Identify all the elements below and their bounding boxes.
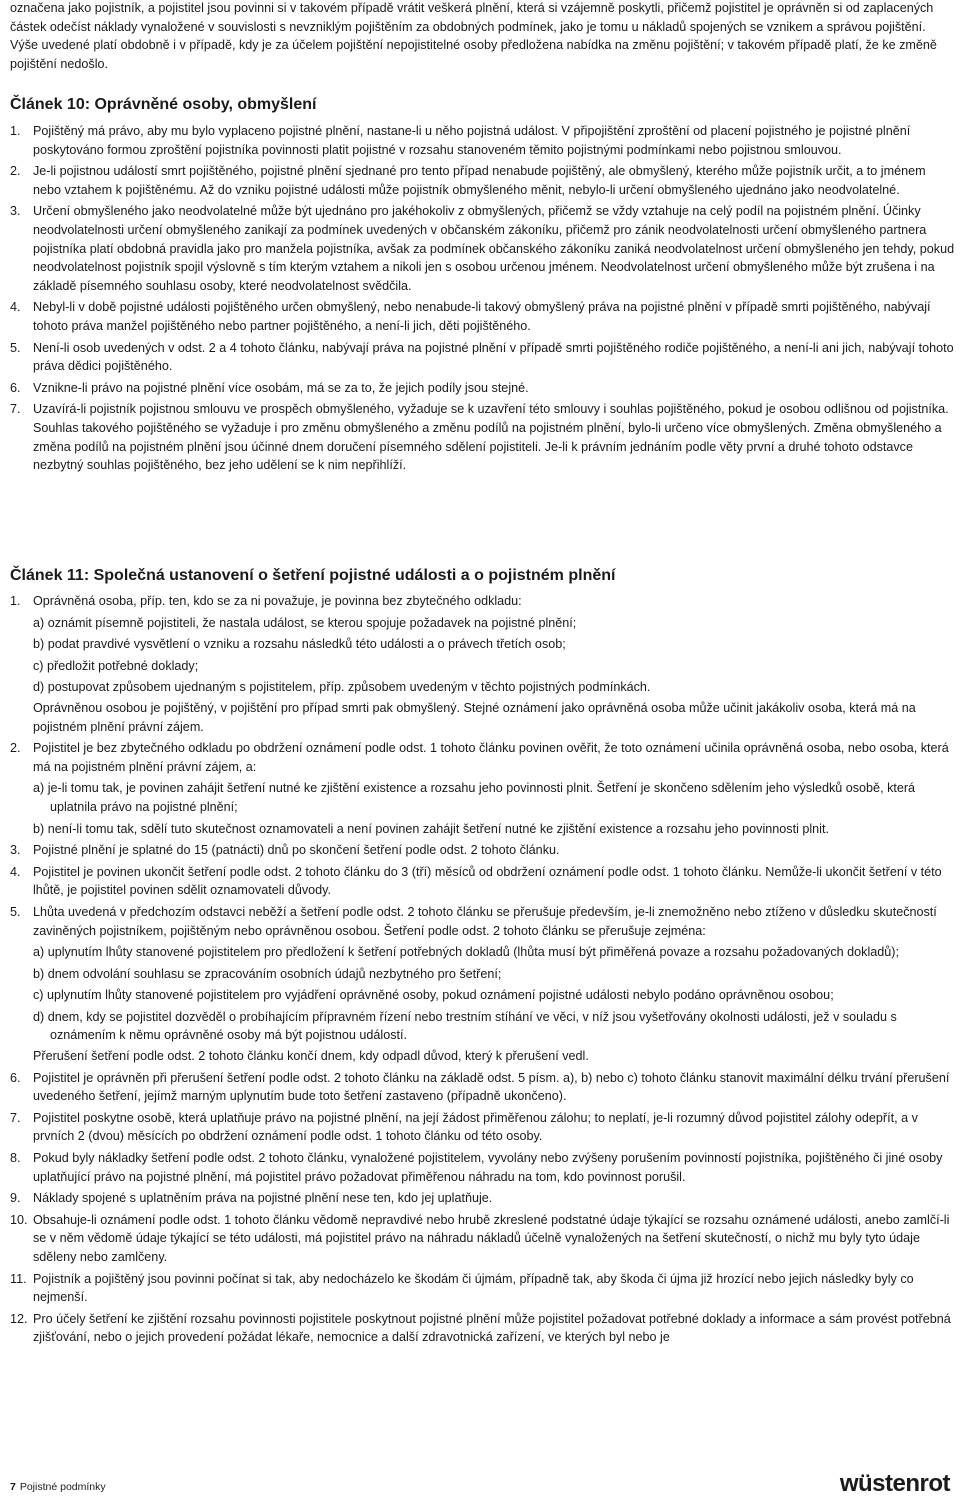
list-item: 4. Nebyl-li v době pojistné události pojištěného určen obmyšlený, nebo nenabude-li takový obmyšlený práva na pojistné plnění v případě smrti pojištěného, nabývají tohoto práva manžel pojištěného nebo partner pojištěného, a není-li jich, děti pojištěného. [10,300,931,333]
sub-item: a) je-li tomu tak, je povinen zahájit šetření nutné ke zjištění existence a rozsahu jeho povinnosti plnit. Šetření je skončeno sdělením jeho výsledků osobě, která uplatnila právo na pojistné plnění; [33,781,916,814]
list-item: 4. Pojistitel je povinen ukončit šetření podle odst. 2 tohoto článku do 3 (tří) měsíců od obdržení oznámení podle odst. 1 tohoto článku. Nemůže-li ukončit šetření v této lhůtě, je pojistitel povinen sdělit oznamovateli důvody. [10,864,942,898]
list-item: 10. Obsahuje-li oznámení podle odst. 1 tohoto článku vědomě nepravdivé nebo hrubě zkreslené podstatné údaje týkající se rozsahu oznámené události, anebo zamlčí-li se v něm vědomě údaje týkající se této události, má pojistitel právo na náhradu nákladů účelně vynaložených na šetření skutečností, o nichž mu byly tyto údaje sděleny nebo zamlčeny. [10,1212,950,1264]
list-item: 1. Pojištěný má právo, aby mu bylo vyplaceno pojistné plnění, nastane-li u něho pojistná událost. V připojištění zproštění od placení pojistného je pojistné plnění poskytováno formou zproštění pojistníka povinnosti platit pojistné v rozsahu stanoveném těmito pojistnými podmínkami nebo pojistnou smlouvou. [10,124,911,157]
sub-item: b) dnem odvolání souhlasu se zpracováním osobních údajů nezbytného pro šetření; [33,966,502,981]
list-item: 2. Je-li pojistnou událostí smrt pojištěného, pojistné plnění sjednané pro tento případ nenabude pojištěný, ale obmyšlený, kterého může pojistník určit, a to jménem nebo vztahem k pojištěnému. Až do vzniku pojistné události může pojistník obmyšleného měnit, nebylo-li určení obmyšleného ujednáno jako neodvolatelné. [10,164,926,197]
continuation-text: Oprávněnou osobou je pojištěný, v pojištění pro případ smrti pak obmyšlený. Stejné oznámení jako oprávněná osoba může učinit jakákoliv osoba, která má na pojistném plnění právní zájem. [33,700,916,734]
sub-item: c) uplynutím lhůty stanovené pojistitelem pro vyjádření oprávněné osoby, pokud oznámení pojistné události nebylo podáno oprávněnou osobou; [33,988,834,1003]
article-11-list [10,592,956,1347]
list-item: 7. Pojistitel poskytne osobě, která uplatňuje právo na pojistné plnění, na její žádost přiměřenou zálohu; to neplatí, je-li rozumný důvod pojistitel zálohy odepřít, a v prvních 2 (dvou) měsících po obdržení oznámení podle odst. 1 tohoto článku od této osoby. [10,1110,918,1144]
list-item: 12. Pro účely šetření ke zjištění rozsahu povinnosti pojistitele poskytnout pojistné plnění může pojistitel požadovat potřebné doklady a informace a sám provést potřebná zjišťování, nebo o jejich provedení požádat lékaře, nemocnice a další zdravotnická zařízení, ve kterých byl nebo je [10,1311,951,1345]
list-item: 8. Pokud byly nákladky šetření podle odst. 2 tohoto článku, vynaložené pojistitelem, vyvolány nebo zvýšeny porušením povinností pojistníka, pojištěného či jiné osoby uplatňující právo na pojistné plnění, má pojistitel právo požadovat přiměřenou náhradu na tom, kdo povinnost porušil. [10,1151,943,1184]
sub-item: d) dnem, kdy se pojistitel dozvěděl o probíhajícím přípravném řízení nebo trestním stíhání ve věci, v níž jsou vyšetřovány okolnosti události, jež v souladu s oznámením k němu oprávněné osoby má být pojistnou událostí. [33,1009,897,1043]
article-11-title: Článek 11: Společná ustanovení o šetření pojistné události a o pojistném plnění [10,567,616,584]
sub-item: a) oznámit písemně pojistiteli, že nastala událost, se kterou spojuje požadavek na pojistné plnění; [33,615,577,630]
intro-paragraph: označena jako pojistník, a pojistitel jsou povinni si v takovém případě vrátit veškerá plnění, která si vzájemně poskytli, přičemž pojistitel je oprávněn si od zaplacených částek odečíst náklady vynaložené v souvislosti s nevzniklým pojištěním za obdobných podmínek, jako je tomu u nákladů spojených se vznikem a správou pojištění. Výše uvedené platí obdobně i v případě, kdy je za účelem pojištění nepojistitelné osoby předložena nabídka na změnu pojištění; v takovém případě platí, že ke změně pojištění nedošlo. [10,1,937,71]
list-item: 1. Oprávněná osoba, příp. ten, kdo se za ni považuje, je povinna bez zbytečného odkladu: [10,594,522,608]
page-footer [10,1481,106,1493]
brand-logo: wüstenrot [839,1470,950,1497]
footer-label: Pojistné podmínky [19,1481,106,1493]
list-item: 5. Lhůta uvedená v předchozím odstavci neběží a šetření podle odst. 2 tohoto článku se přerušuje především, je-li znemožněno nebo ztíženo v důsledku skutečností zaviněných pojistníkem, pojištěným nebo oprávněnou osobou. Šetření podle odst. 2 tohoto článku se přerušuje zejména: [10,904,937,938]
sub-item: b) není-li tomu tak, sdělí tuto skutečnost oznamovateli a není povinen zahájit šetření nutné ke zjištění existence a rozsahu jeho povinnosti plnit. [33,821,829,836]
list-item: 9. Náklady spojené s uplatněním práva na pojistné plnění nese ten, kdo jej uplatňuje. [10,1191,493,1206]
sub-item: a) uplynutím lhůty stanovené pojistitelem pro předložení k šetření potřebných dokladů (lhůta musí být přiměřená povaze a rozsahu požadovaných dokladů); [33,945,899,960]
list-item: 3. Pojistné plnění je splatné do 15 (patnácti) dnů po skončení šetření podle odst. 2 tohoto článku. [10,843,560,858]
list-item: 11. Pojistník a pojištěný jsou povinni počínat si tak, aby nedocházelo ke škodám či újmám, případně tak, aby škoda či újma již hrozící nebo jejich následky byly co nejmenší. [10,1271,914,1305]
list-item: 2. Pojistitel je bez zbytečného odkladu po obdržení oznámení podle odst. 1 tohoto článku povinen ověřit, že toto oznámení učinila oprávněná osoba, nebo osoba, která má na pojistném plnění právní zájem, a: [10,741,949,774]
article-10-title: Článek 10: Oprávněné osoby, obmyšlení [10,96,317,113]
list-item: 6. Pojistitel je oprávněn při přerušení šetření podle odst. 2 tohoto článku na základě odst. 5 písm. a), b) nebo c) tohoto článku stanovit maximální délku trvání přerušení uvedeného šetření, jejímž marným uplynutím bude toto šetření zastaveno (případně ukončeno). [10,1070,950,1104]
continuation-text: Přerušení šetření podle odst. 2 tohoto článku končí dnem, kdy odpadl důvod, který k přerušení vedl. [33,1049,589,1064]
sub-item: b) podat pravdivé vysvětlení o vzniku a rozsahu následků této události a o právech třetích osob; [33,637,566,652]
sub-item: d) postupovat způsobem ujednaným s pojistitelem, příp. způsobem uvedeným v těchto pojistných podmínkách. [33,680,651,695]
article-10-list [10,122,956,475]
page-number: 7 [10,1481,16,1493]
list-item: 6. Vznikne-li právo na pojistné plnění více osobám, má se za to, že jejich podíly jsou stejné. [10,380,529,395]
list-item: 5. Není-li osob uvedených v odst. 2 a 4 tohoto článku, nabývají práva na pojistné plnění v případě smrti pojištěného rodiče pojištěného, a není-li ani jich, nabývají tohoto práva dědici pojištěného. [10,340,954,374]
list-item: 3. Určení obmyšleného jako neodvolatelné může být ujednáno pro jakéhokoliv z obmyšlených, přičemž se vždy vztahuje na celý podíl na pojistném plnění. Účinky neodvolatelnosti určení obmyšleného zanikají za podmínek uvedených v občanském zákoníku, přičemž pro zánik neodvolatelnosti určení obmyšleného partnera pojistníka platí obdobná pravidla jako pro manžela pojistníka, avšak za podmínek občanského zákoníku zaniká neodvolatelnost určení obmyšleného jen tehdy, pokud neodvolatelnost pojistník spojil výslovně s tím kterým vztahem a nikoli jen s osobou určenou jménem. Neodvolatelnost určení obmyšleného může být zrušena i na základě písemného souhlasu osoby, které neodvolatelnost svědčila. [10,204,955,293]
sub-item: c) předložit potřebné doklady; [33,658,199,673]
list-item: 7. Uzavírá-li pojistník pojistnou smlouvu ve prospěch obmyšleného, vyžaduje se k uzavření této smlouvy i souhlas pojištěného, pokud je osobou odlišnou od pojistníka. Souhlas takového pojištěného se vyžaduje i pro změnu obmyšleného a změnu podílů na pojistném plnění, bylo-li určeno více obmyšlených. Změna obmyšleného a změna podílů na pojistném plnění jsou účinné dnem doručení písemného sdělení pojistiteli. Je-li k právním jednáním podle věty první a druhé tohoto odstavce nezbytný souhlas pojištěného, bez jeho udělení se k nim nepřihlíží. [10,402,949,473]
